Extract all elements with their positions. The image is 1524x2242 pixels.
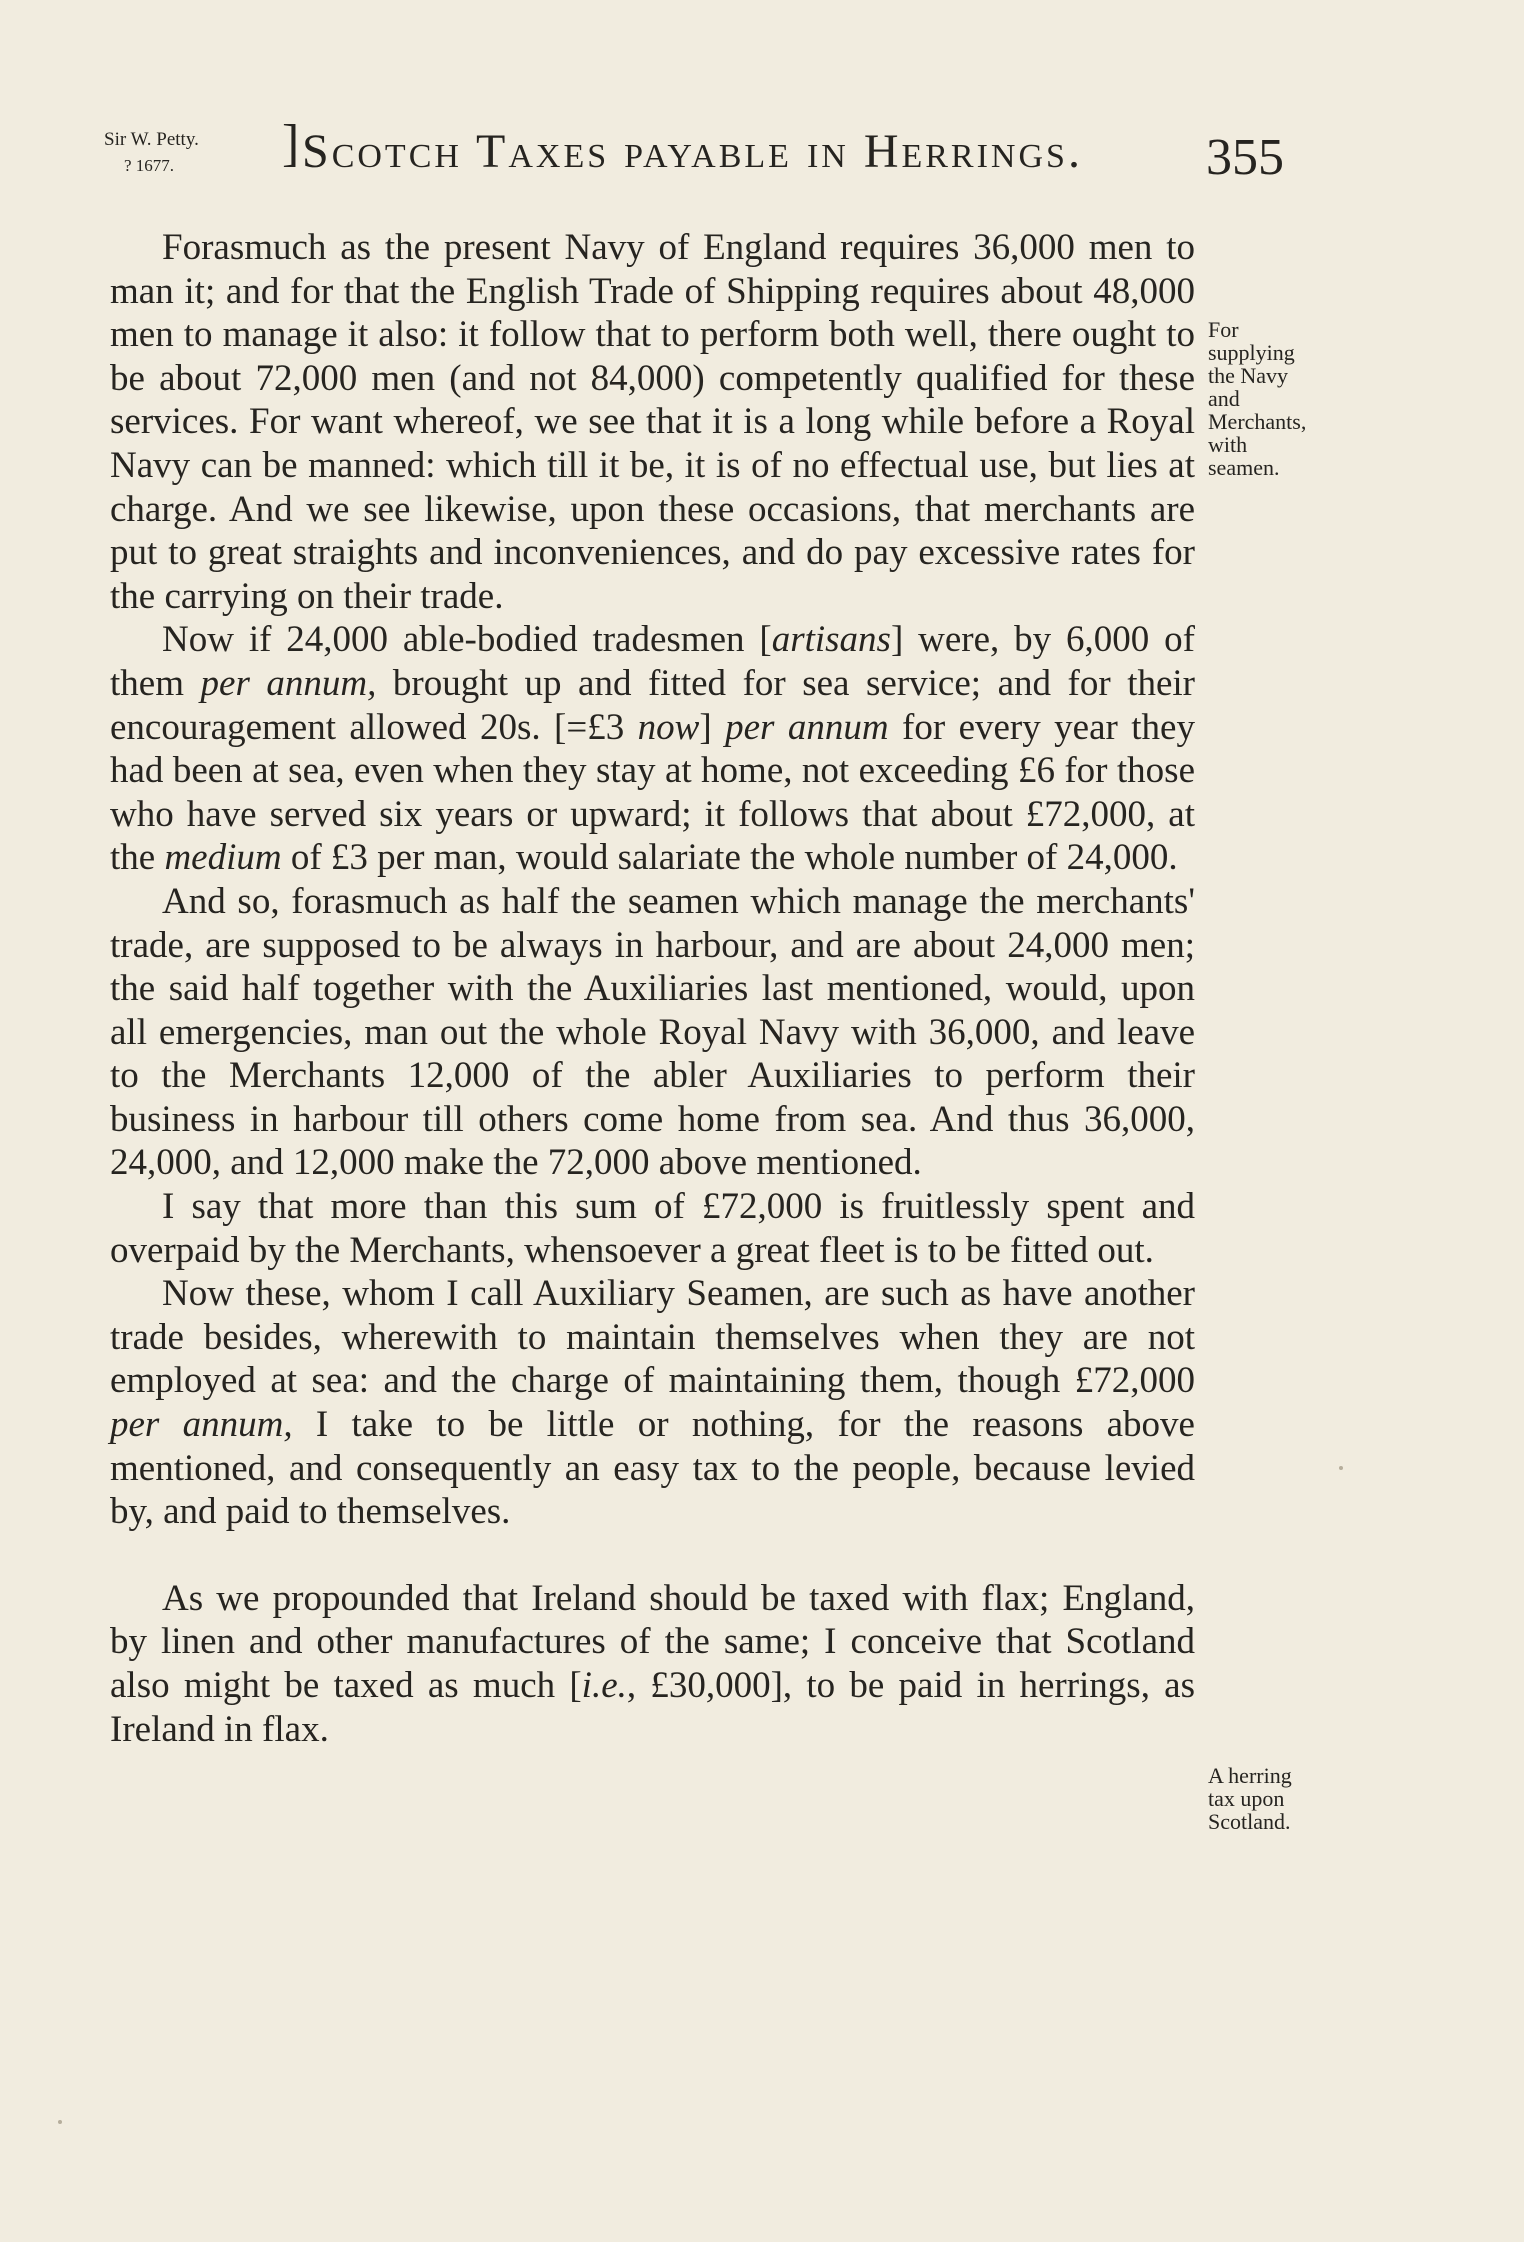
running-head <box>104 115 1284 188</box>
italic-run: medium <box>164 837 282 879</box>
paragraph-half-seamen <box>110 880 1195 1185</box>
text-run: , £30,000], to be paid in herrings, as Ireland in flax. <box>110 1665 1195 1750</box>
text-run: Now if 24,000 able-bodied tradesmen [ <box>162 619 772 661</box>
italic-run: per annum, <box>110 1404 293 1446</box>
paragraph-navy-manning <box>110 226 1195 618</box>
italic-run: now <box>637 706 700 748</box>
italic-run: i.e. <box>581 1665 627 1706</box>
text-run: ] were, by 6,000 of them <box>110 619 1196 704</box>
paragraph-auxiliary-seamen <box>110 1272 1195 1534</box>
italic-run: per annum <box>725 706 889 748</box>
text-run: As we propounded that Ireland should be taxed with flax; England, by linen and other manufactures of the same; I conceive that Scotland also might be taxed as much [ <box>110 1577 1195 1706</box>
italic-run: artisans <box>771 619 891 661</box>
text-run: And so, forasmuch as half the seamen which manage the merchants' trade, are supposed to be always in harbour, and are about 24,000 men; the said half together with the Auxiliaries last mentioned, would, upon all emergencies, man out the whole Royal Navy with 36,000, and leave to the Merchants 12,000 of the abler Auxiliaries to perform their business in harbour till others come home from sea. And thus 36,000, 24,000, and 12,000 make the 72,000 above mentioned. <box>110 880 1195 1184</box>
running-head-bracket: ] <box>282 115 300 172</box>
running-head-author <box>104 130 244 188</box>
paragraph-auxiliary-tradesmen <box>110 618 1195 880</box>
text-run: of £3 per man, would salariate the whole number of 24,000. <box>281 837 1178 879</box>
margin-note-herring-tax: A herring tax upon Scotland. <box>1208 1763 1292 1834</box>
text-run: brought up and fitted for sea service; and for their encouragement allowed 20s. [=£3 <box>110 662 1195 748</box>
italic-run: per annum, <box>200 662 377 704</box>
paragraph-overpaid <box>110 1185 1195 1272</box>
text-run: for every year they had been at sea, even when they stay at home, not exceeding £6 for those who have served six years or upward; it follows that about £72,000, at the <box>110 706 1195 879</box>
author-name: Sir W. Petty. <box>104 129 199 150</box>
author-date: ? 1677. <box>124 156 175 175</box>
paragraph-herring-tax <box>110 1577 1195 1751</box>
body-text <box>110 226 1195 1751</box>
paper-speck <box>58 2120 62 2124</box>
running-head-title: Scotch Taxes payable in Herrings. <box>302 125 1083 178</box>
paper-speck <box>1339 1466 1343 1470</box>
text-run: I say that more than this sum of £72,000 is fruitlessly spent and overpaid by the Merchants, whensoever a great fleet is to be fitted out. <box>110 1186 1195 1271</box>
text-run: Forasmuch as the present Navy of England requires 36,000 men to man it; and for that the English Trade of Shipping requires about 48,000 men to manage it also: it follow that to perform both well, there ought to be about 72,000 men (and not 84,000) competently qualified for these services. For want whereof, we see that it is a long while before a Royal Navy can be manned: which till it be, it is of no effectual use, but lies at charge. And we see likewise, upon these occasions, that merchants are put to great straights and inconveniences, and do pay excessive rates for the carrying on their trade. <box>110 227 1195 617</box>
text-run: Now these, whom I call Auxiliary Seamen, are such as have another trade besides, wherewith to maintain themselves when they are not employed at sea: and the charge of maintaining them, though £72,000 <box>110 1273 1195 1402</box>
page-number: 355 <box>1206 129 1284 186</box>
margin-note-supplying-navy: For supplying the Navy and Merchants, with seamen. <box>1208 317 1307 480</box>
text-run: ] <box>699 706 726 748</box>
text-run: I take to be little or nothing, for the reasons above mentioned, and consequently an easy tax to the people, because levied by, and paid to themselves. <box>110 1404 1195 1533</box>
